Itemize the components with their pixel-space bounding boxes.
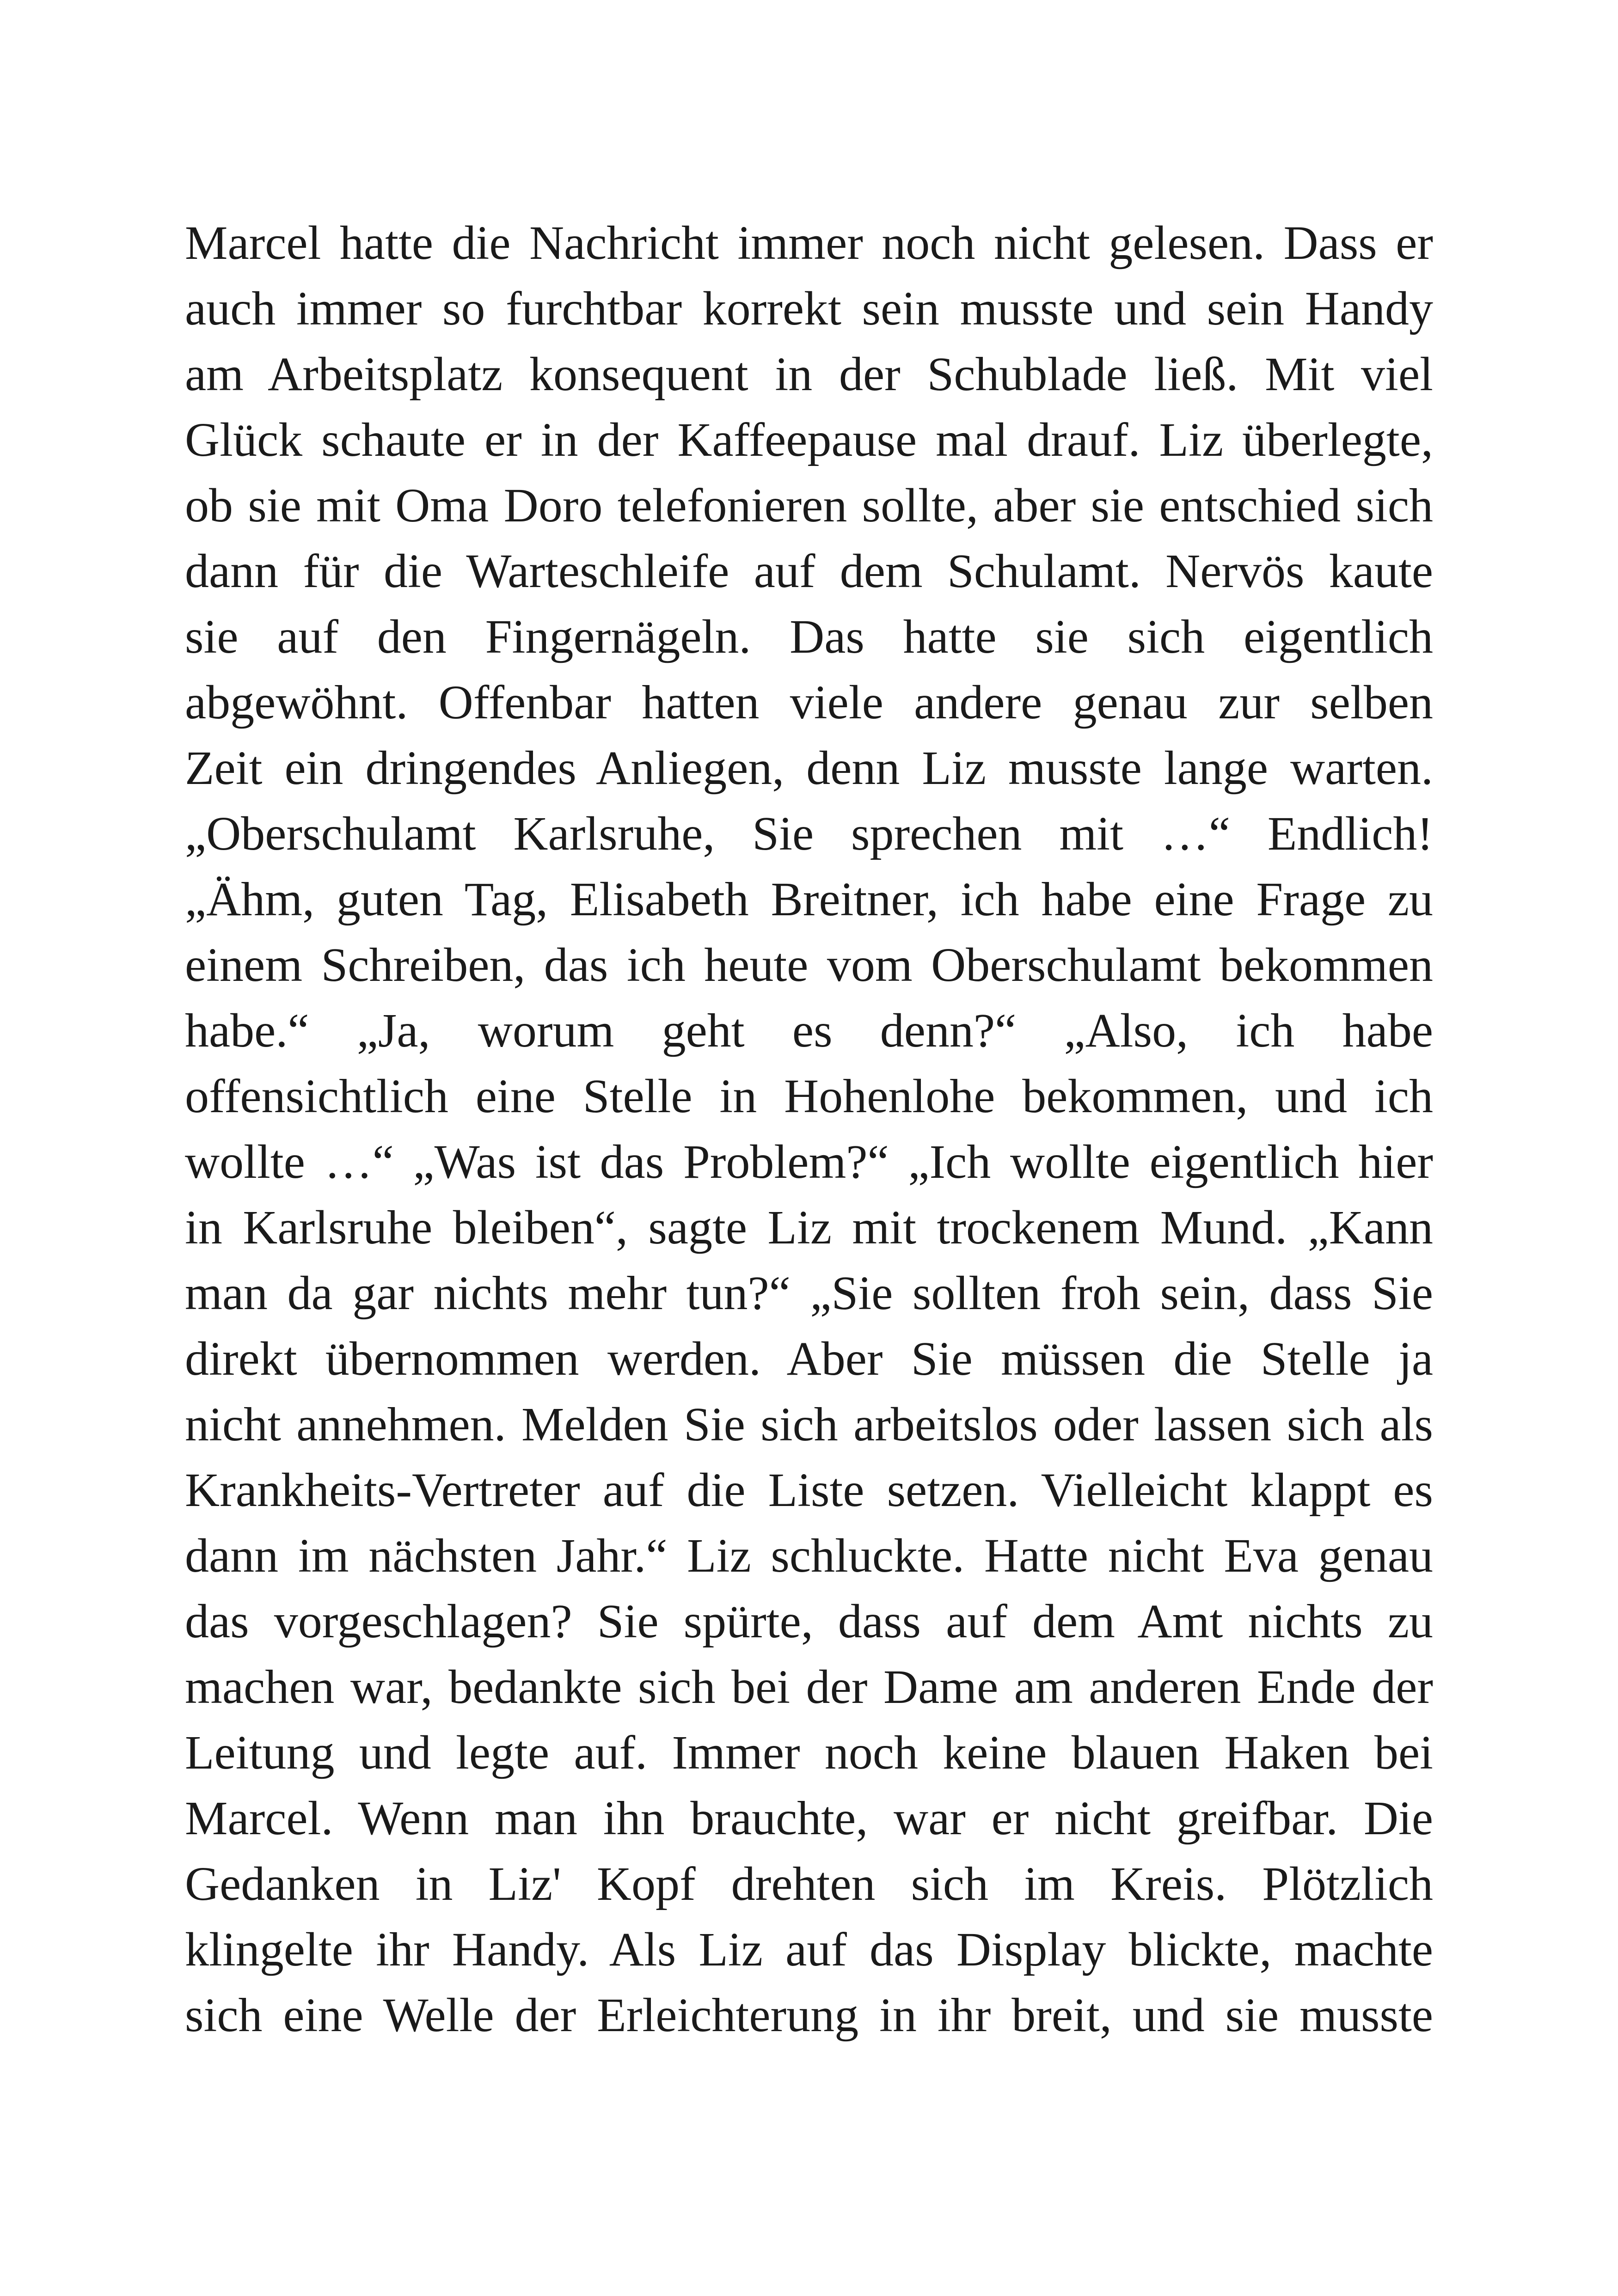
text-line: habe.“ „Ja, worum geht es denn?“ „Also, ich habe — [185, 1004, 1433, 1057]
text-line: sich eine Welle der Erleichterung in ihr breit, und sie musste — [185, 1989, 1433, 2042]
text-line: abgewöhnt. Offenbar hatten viele andere genau zur selben — [185, 676, 1433, 729]
text-line: Zeit ein dringendes Anliegen, denn Liz musste lange warten. — [185, 741, 1433, 795]
text-line: nicht annehmen. Melden Sie sich arbeitslos oder lassen sich als — [185, 1398, 1433, 1451]
text-line: man da gar nichts mehr tun?“ „Sie sollten froh sein, dass Sie — [185, 1267, 1433, 1320]
text-line: Gedanken in Liz' Kopf drehten sich im Kreis. Plötzlich — [185, 1857, 1433, 1910]
text-line: das vorgeschlagen? Sie spürte, dass auf dem Amt nichts zu — [185, 1595, 1433, 1648]
text-line: Krankheits-Vertreter auf die Liste setzen. Vielleicht klappt es — [185, 1463, 1433, 1517]
text-line: „Ähm, guten Tag, Elisabeth Breitner, ich habe eine Frage zu — [185, 873, 1433, 926]
text-line: Leitung und legte auf. Immer noch keine blauen Haken bei — [185, 1726, 1433, 1779]
text-line: machen war, bedankte sich bei der Dame am anderen Ende der — [185, 1660, 1433, 1714]
body-text — [185, 210, 1433, 2048]
text-line: „Oberschulamt Karlsruhe, Sie sprechen mit …“ Endlich! — [185, 807, 1433, 860]
text-line: dann im nächsten Jahr.“ Liz schluckte. Hatte nicht Eva genau — [185, 1529, 1433, 1582]
text-line: in Karlsruhe bleiben“, sagte Liz mit trockenem Mund. „Kann — [185, 1201, 1433, 1254]
text-line: Marcel. Wenn man ihn brauchte, war er nicht greifbar. Die — [185, 1792, 1433, 1845]
text-line: einem Schreiben, das ich heute vom Oberschulamt bekommen — [185, 938, 1433, 992]
text-line: am Arbeitsplatz konsequent in der Schublade ließ. Mit viel — [185, 348, 1433, 401]
text-line: dann für die Warteschleife auf dem Schulamt. Nervös kaute — [185, 545, 1433, 598]
text-line: Marcel hatte die Nachricht immer noch nicht gelesen. Dass er — [185, 216, 1433, 269]
text-line: ob sie mit Oma Doro telefonieren sollte, aber sie entschied sich — [185, 479, 1433, 532]
text-line: offensichtlich eine Stelle in Hohenlohe bekommen, und ich — [185, 1070, 1433, 1123]
text-line: wollte …“ „Was ist das Problem?“ „Ich wollte eigentlich hier — [185, 1135, 1433, 1188]
text-line: Glück schaute er in der Kaffeepause mal drauf. Liz überlegte, — [185, 413, 1433, 466]
text-line: auch immer so furchtbar korrekt sein musste und sein Handy — [185, 282, 1433, 335]
text-line: sie auf den Fingernägeln. Das hatte sie sich eigentlich — [185, 610, 1433, 663]
text-line: direkt übernommen werden. Aber Sie müssen die Stelle ja — [185, 1332, 1433, 1385]
text-line: klingelte ihr Handy. Als Liz auf das Display blickte, machte — [185, 1923, 1433, 1976]
